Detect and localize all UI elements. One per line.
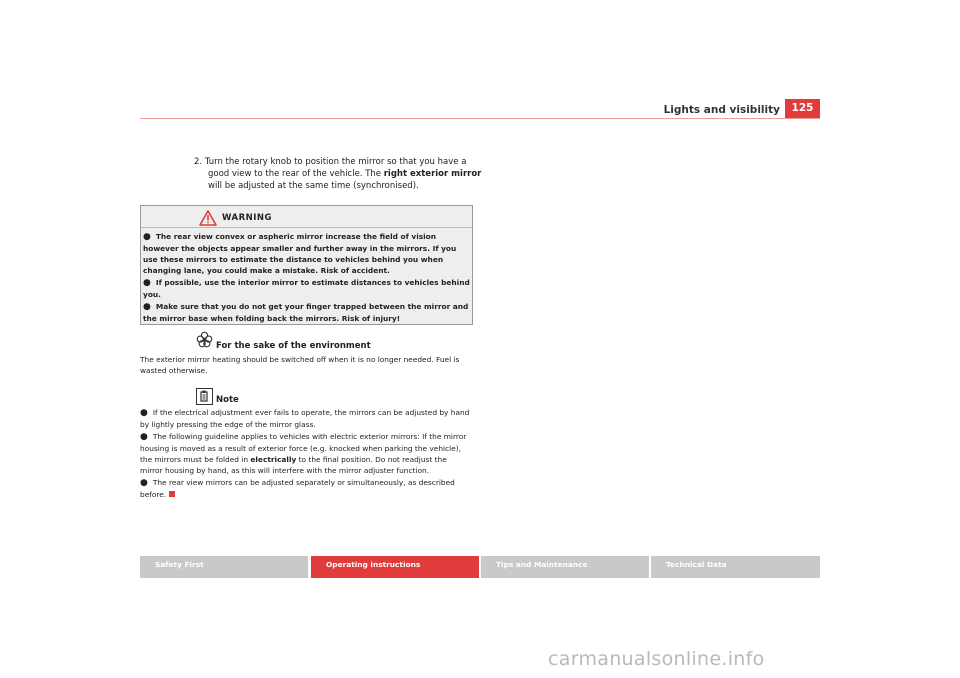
warning-item — [143, 301, 470, 324]
warning-body — [141, 228, 472, 324]
step-text-end: will be adjusted at the same time (synchronised). — [208, 181, 419, 191]
warning-title: WARNING — [222, 213, 272, 223]
note-icon — [196, 388, 213, 405]
flower-environment-icon — [196, 331, 213, 348]
step-bold-term: right exterior mirror — [383, 169, 482, 179]
footer-nav — [140, 556, 820, 578]
warning-item — [143, 277, 470, 300]
section-title: Lights and visibility — [663, 104, 780, 116]
step-text-start: Turn the rotary knob to position the mirror so that you have a good view to the rear of the vehicle. The — [204, 157, 467, 179]
step-number: 2. — [194, 157, 203, 167]
warning-triangle-icon — [199, 210, 217, 226]
bullet-icon: ● — [143, 302, 151, 312]
environment-text: The exterior mirror heating should be switched off when it is no longer needed. Fuel is wasted otherwise. — [140, 355, 460, 375]
warning-item-text: If possible, use the interior mirror to estimate distances to vehicles behind you. — [143, 278, 470, 299]
instruction-step — [194, 156, 488, 192]
note-item-text-start: The following guideline applies to vehicles with electric exterior mirrors: If the mirror housing is moved as a result of exterior force (e.g. knocked when parking the vehicle), the mirrors must be folded in — [140, 432, 467, 464]
note-bold-term: electrically — [250, 455, 297, 464]
note-body — [140, 407, 471, 501]
warning-box — [140, 205, 473, 325]
end-of-section-icon — [169, 491, 175, 497]
note-item-text: The rear view mirrors can be adjusted separately or simultaneously, as described before. — [140, 478, 455, 499]
bullet-icon: ● — [140, 478, 148, 488]
note-item — [140, 477, 471, 500]
bullet-icon: ● — [140, 432, 148, 442]
bullet-icon: ● — [140, 408, 148, 418]
tab-operating-instructions[interactable]: Operating instructions — [311, 556, 479, 578]
warning-item — [143, 231, 470, 276]
note-item — [140, 407, 471, 430]
bullet-icon: ● — [143, 278, 151, 288]
environment-title: For the sake of the environment — [216, 341, 371, 351]
note-title: Note — [216, 395, 239, 405]
note-item — [140, 431, 471, 476]
header-divider — [140, 118, 820, 119]
bullet-icon: ● — [143, 232, 151, 242]
warning-item-text: The rear view convex or aspheric mirror increase the field of vision however the objects appear smaller and further away in the mirrors. If you use these mirrors to estimate the distance to vehicles behind you when changing lane, you could make a mistake. Risk of accident. — [143, 232, 457, 275]
warning-header — [141, 206, 472, 228]
note-item-text-end: to the final position. Do not readjust the mirror housing by hand, as this will interfere with the mirror adjuster function. — [140, 455, 447, 475]
warning-item-text: Make sure that you do not get your finger trapped between the mirror and the mirror base when folding back the mirrors. Risk of injury! — [143, 302, 469, 323]
page-number: 125 — [785, 99, 820, 118]
tab-tips-and-maintenance[interactable]: Tips and Maintenance — [481, 556, 649, 578]
tab-technical-data[interactable]: Technical Data — [651, 556, 820, 578]
watermark: carmanualsonline.info — [548, 648, 765, 670]
tab-safety-first[interactable]: Safety First — [140, 556, 308, 578]
note-item-text: If the electrical adjustment ever fails to operate, the mirrors can be adjusted by hand by lightly pressing the edge of the mirror glass. — [140, 408, 470, 429]
